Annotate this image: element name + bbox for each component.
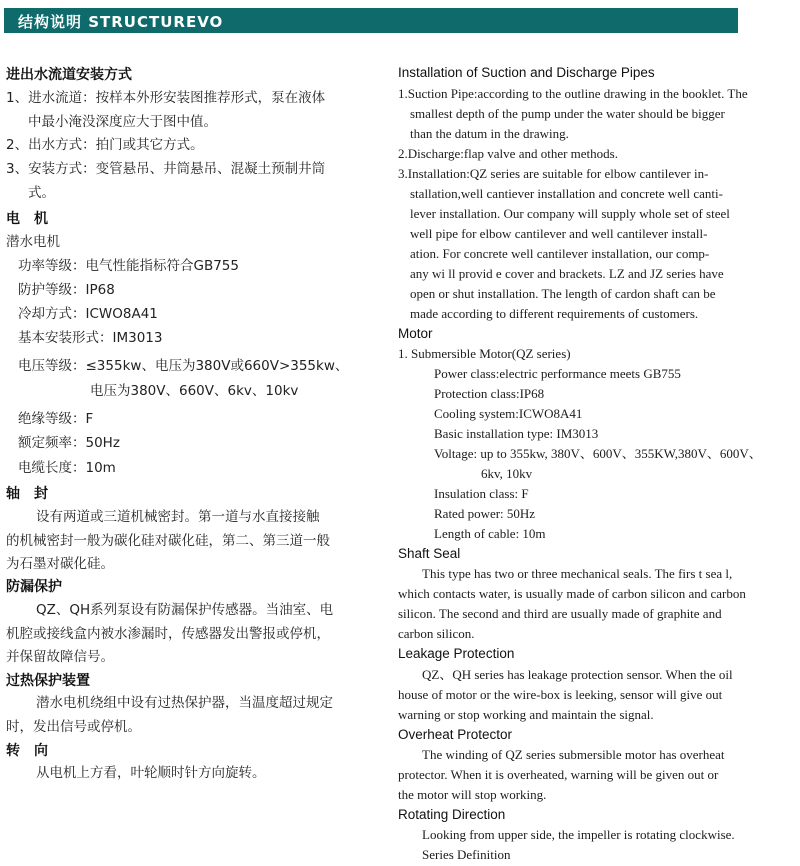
zh-install-item-3: 3、安装方式：变管悬吊、井筒悬吊、混凝土预制井筒 bbox=[6, 161, 326, 177]
en-suction-line-3: than the datum in the drawing. bbox=[410, 126, 569, 141]
en-installation-line-8: made according to different requirements of customers. bbox=[410, 306, 699, 321]
zh-cable-length: 电缆长度：10m bbox=[18, 460, 116, 476]
en-leak-line-3: warning or stop working and maintain the signal. bbox=[398, 707, 654, 722]
zh-seal-line-2: 的机械密封一般为碳化硅对碳化硅，第二、第三道一般 bbox=[6, 533, 330, 549]
zh-frequency: 额定频率：50Hz bbox=[18, 435, 120, 451]
en-motor-heading: Motor bbox=[398, 326, 433, 341]
zh-overheat-line-2: 时，发出信号或停机。 bbox=[6, 719, 141, 735]
zh-power-class: 功率等级：电气性能指标符合GB755 bbox=[18, 258, 239, 274]
zh-install-item-1: 1、进水流道：按样本外形安装图推荐形式，泵在液体 bbox=[6, 90, 326, 106]
zh-install-item-3-cont: 式。 bbox=[28, 185, 55, 201]
zh-rotation-line-1: 从电机上方看，叶轮顺时针方向旋转。 bbox=[36, 765, 266, 781]
zh-leak-line-3: 并保留故障信号。 bbox=[6, 649, 114, 665]
zh-seal-heading: 轴 封 bbox=[6, 486, 48, 502]
zh-overheat-heading: 过热保护装置 bbox=[6, 673, 90, 689]
en-installation-line-6: any wi ll provid e cover and brackets. LZ and JZ series have bbox=[410, 266, 724, 281]
en-voltage: Voltage: up to 355kw, 380V、600V、355KW,380V、600V、 bbox=[434, 446, 762, 461]
section-banner bbox=[4, 8, 738, 33]
en-installation-line-1: 3.Installation:QZ series are suitable for elbow cantilever in- bbox=[398, 166, 709, 181]
zh-motor-heading: 电 机 bbox=[6, 211, 48, 227]
en-seal-line-3: silicon. The second and third are usually made of graphite and bbox=[398, 606, 722, 621]
en-installation-line-5: ation. For concrete well cantilever installation, our comp- bbox=[410, 246, 710, 261]
en-suction-line-2: smallest depth of the pump under the water should be bigger bbox=[410, 106, 725, 121]
en-seal-heading: Shaft Seal bbox=[398, 546, 461, 561]
en-suction-line-1: 1.Suction Pipe:according to the outline drawing in the booklet. The bbox=[398, 86, 748, 101]
zh-voltage-cont: 电压为380V、660V、6kv、10kv bbox=[90, 383, 299, 399]
zh-leak-line-1: QZ、QH系列泵设有防漏保护传感器。当油室、电 bbox=[36, 602, 334, 618]
en-installation-line-7: open or shut installation. The length of cardon shaft can be bbox=[410, 286, 716, 301]
en-rated-power: Rated power: 50Hz bbox=[434, 506, 536, 521]
en-overheat-heading: Overheat Protector bbox=[398, 727, 513, 742]
zh-leak-line-2: 机腔或接线盒内被水渗漏时，传感器发出警报或停机， bbox=[6, 626, 330, 642]
en-install-heading: Installation of Suction and Discharge Pipes bbox=[398, 65, 655, 80]
en-overheat-line-2: protector. When it is overheated, warning will be given out or bbox=[398, 767, 719, 782]
en-leak-line-2: house of motor or the wire-box is leeking, sensor will give out bbox=[398, 687, 723, 702]
en-motor-subheading: 1. Submersible Motor(QZ series) bbox=[398, 346, 571, 361]
zh-install-heading: 进出水流道安装方式 bbox=[6, 67, 132, 83]
zh-rotation-heading: 转 向 bbox=[6, 743, 48, 759]
zh-install-item-2: 2、出水方式：拍门或其它方式。 bbox=[6, 137, 204, 153]
zh-insulation: 绝缘等级：F bbox=[18, 411, 94, 427]
zh-cooling: 冷却方式：ICWO8A41 bbox=[18, 306, 158, 322]
zh-basic-install: 基本安装形式：IM3013 bbox=[18, 330, 163, 346]
en-cooling: Cooling system:ICWO8A41 bbox=[434, 406, 583, 421]
en-cable-length: Length of cable: 10m bbox=[434, 526, 546, 541]
en-installation-line-3: lever installation. Our company will supply whole set of steel bbox=[410, 206, 730, 221]
zh-protection-class: 防护等级：IP68 bbox=[18, 282, 115, 298]
zh-install-item-1-cont: 中最小淹没深度应大于图中值。 bbox=[28, 114, 217, 130]
en-overheat-line-1: The winding of QZ series submersible motor has overheat bbox=[422, 747, 725, 762]
en-discharge: 2.Discharge:flap valve and other methods. bbox=[398, 146, 618, 161]
en-leak-line-1: QZ、QH series has leakage protection sensor. When the oil bbox=[422, 667, 733, 682]
en-rotation-line-1: Looking from upper side, the impeller is rotating clockwise. bbox=[422, 827, 735, 842]
zh-leak-heading: 防漏保护 bbox=[6, 579, 62, 595]
en-seal-line-4: carbon silicon. bbox=[398, 626, 475, 641]
en-seal-line-2: which contacts water, is usually made of carbon silicon and carbon bbox=[398, 586, 746, 601]
en-basic-install: Basic installation type: IM3013 bbox=[434, 426, 599, 441]
zh-overheat-line-1: 潜水电机绕组中设有过热保护器，当温度超过规定 bbox=[36, 695, 333, 711]
en-leak-heading: Leakage Protection bbox=[398, 646, 515, 661]
en-voltage-cont: 6kv, 10kv bbox=[481, 466, 533, 481]
zh-seal-line-1: 设有两道或三道机械密封。第一道与水直接接触 bbox=[36, 509, 320, 525]
en-series-definition: Series Definition bbox=[422, 847, 511, 862]
en-power-class: Power class:electric performance meets GB755 bbox=[434, 366, 681, 381]
en-seal-line-1: This type has two or three mechanical seals. The firs t sea l, bbox=[422, 566, 733, 581]
en-protection-class: Protection class:IP68 bbox=[434, 386, 545, 401]
en-insulation: Insulation class: F bbox=[434, 486, 529, 501]
page-title: 结构说明 STRUCTUREVO bbox=[18, 13, 224, 31]
zh-voltage: 电压等级：≤355kw、电压为380V或660V>355kw、 bbox=[18, 358, 349, 374]
en-installation-line-2: stallation,well cantiever installation and concrete well canti- bbox=[410, 186, 723, 201]
zh-seal-line-3: 为石墨对碳化硅。 bbox=[6, 556, 114, 572]
en-overheat-line-3: the motor will stop working. bbox=[398, 787, 547, 802]
zh-motor-subheading: 潜水电机 bbox=[6, 234, 60, 250]
en-installation-line-4: well pipe for elbow cantilever and well cantilever install- bbox=[410, 226, 708, 241]
en-rotation-heading: Rotating Direction bbox=[398, 807, 506, 822]
